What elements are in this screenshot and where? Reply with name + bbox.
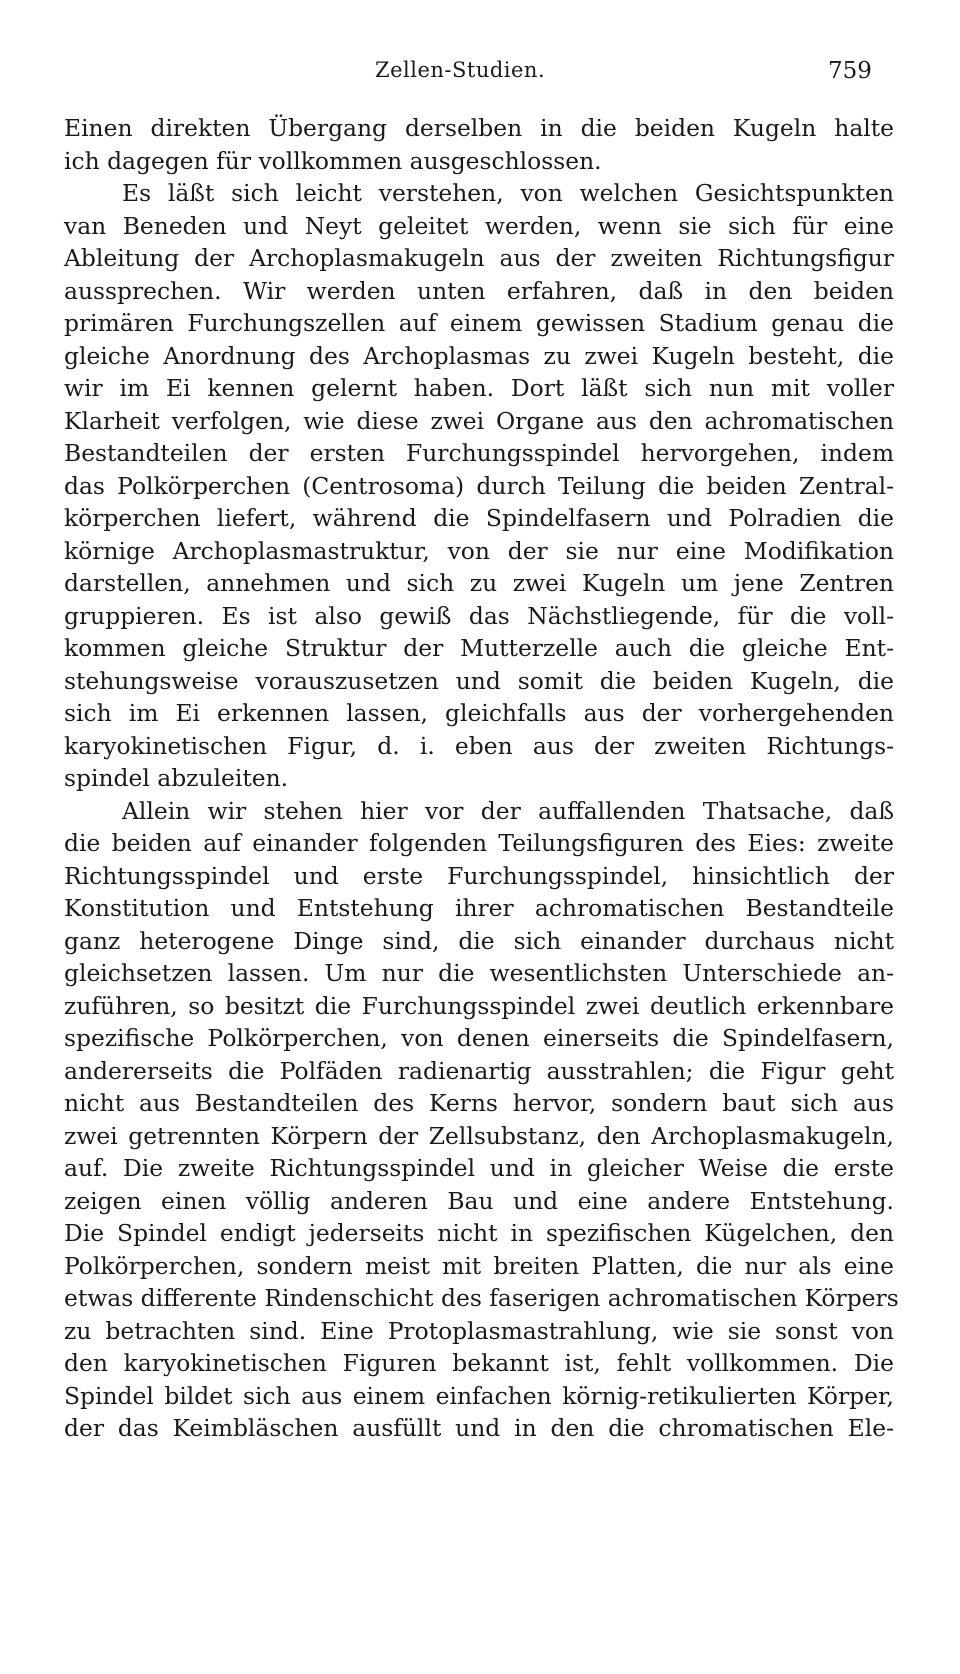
text-line: primären Furchungszellen auf einem gewissen Stadium genau die bbox=[64, 309, 894, 337]
text-line: auf. Die zweite Richtungsspindel und in gleicher Weise die erste bbox=[64, 1154, 894, 1182]
text-line: gruppieren. Es ist also gewiß das Nächstliegende, für die voll- bbox=[64, 601, 894, 630]
text-line: das Polkörperchen (Centrosoma) durch Teilung die beiden Zentral- bbox=[64, 471, 894, 500]
text-line: stehungsweise vorauszusetzen und somit die beiden Kugeln, die bbox=[64, 666, 894, 695]
text-line: spindel abzuleiten. bbox=[64, 764, 289, 792]
text-line: körperchen liefert, während die Spindelfasern und Polradien die bbox=[64, 504, 894, 532]
text-line: zuführen, so besitzt die Furchungsspindel zwei deutlich erkennbare bbox=[64, 991, 894, 1020]
text-line: spezifische Polkörperchen, von denen einerseits die Spindelfasern, bbox=[64, 1024, 894, 1052]
page-number: 759 bbox=[828, 58, 872, 84]
text-line: wir im Ei kennen gelernt haben. Dort läßt sich nun mit voller bbox=[64, 374, 894, 402]
running-head bbox=[0, 58, 960, 88]
text-line: etwas differente Rindenschicht des faserigen achromatischen Körpers bbox=[64, 1284, 899, 1312]
text-line: Klarheit verfolgen, wie diese zwei Organe aus den achromatischen bbox=[64, 406, 894, 435]
running-title: Zellen-Studien. bbox=[375, 58, 546, 82]
body-text bbox=[64, 112, 899, 1445]
text-line: Allein wir stehen hier vor der auffallenden Thatsache, daß bbox=[122, 796, 894, 825]
text-line: der das Keimbläschen ausfüllt und in den die chromatischen Ele- bbox=[64, 1414, 894, 1442]
text-line: die beiden auf einander folgenden Teilungsfiguren des Eies: zweite bbox=[64, 829, 894, 857]
text-line: Spindel bildet sich aus einem einfachen körnig-retikulierten Körper, bbox=[64, 1381, 894, 1410]
text-line: zwei getrennten Körpern der Zellsubstanz, den Archoplasmakugeln, bbox=[64, 1121, 894, 1150]
text-line: Bestandteilen der ersten Furchungsspindel hervorgehen, indem bbox=[64, 439, 894, 467]
text-line: darstellen, annehmen und sich zu zwei Kugeln um jene Zentren bbox=[64, 569, 894, 597]
text-line: den karyokinetischen Figuren bekannt ist, fehlt vollkommen. Die bbox=[64, 1349, 894, 1377]
text-line: Richtungsspindel und erste Furchungsspindel, hinsichtlich der bbox=[64, 861, 894, 890]
text-line: zu betrachten sind. Eine Protoplasmastrahlung, wie sie sonst von bbox=[64, 1316, 894, 1345]
text-line: ganz heterogene Dinge sind, die sich einander durchaus nicht bbox=[64, 926, 894, 955]
text-line: karyokinetischen Figur, d. i. eben aus der zweiten Richtungs- bbox=[64, 731, 894, 760]
text-line: ich dagegen für vollkommen ausgeschlossen. bbox=[64, 146, 602, 175]
text-line: Die Spindel endigt jederseits nicht in spezifischen Kügelchen, den bbox=[64, 1219, 894, 1247]
text-line: sich im Ei erkennen lassen, gleichfalls aus der vorhergehenden bbox=[64, 699, 894, 727]
text-line: Konstitution und Entstehung ihrer achromatischen Bestandteile bbox=[64, 894, 894, 922]
text-line: körnige Archoplasmastruktur, von der sie nur eine Modifikation bbox=[64, 536, 894, 565]
text-line: andererseits die Polfäden radienartig ausstrahlen; die Figur geht bbox=[64, 1056, 894, 1085]
text-line: Ableitung der Archoplasmakugeln aus der zweiten Richtungsfigur bbox=[64, 244, 894, 272]
text-line: van Beneden und Neyt geleitet werden, wenn sie sich für eine bbox=[64, 211, 894, 240]
text-line: Es läßt sich leicht verstehen, von welchen Gesichtspunkten bbox=[122, 179, 894, 207]
text-line: gleiche Anordnung des Archoplasmas zu zwei Kugeln besteht, die bbox=[64, 341, 894, 370]
text-line: gleichsetzen lassen. Um nur die wesentlichsten Unterschiede an- bbox=[64, 959, 894, 987]
text-line: aussprechen. Wir werden unten erfahren, daß in den beiden bbox=[64, 276, 894, 305]
text-line: kommen gleiche Struktur der Mutterzelle auch die gleiche Ent- bbox=[64, 634, 894, 662]
text-line: Polkörperchen, sondern meist mit breiten Platten, die nur als eine bbox=[64, 1251, 894, 1280]
text-line: Einen direkten Übergang derselben in die beiden Kugeln halte bbox=[64, 114, 894, 142]
text-line: zeigen einen völlig anderen Bau und eine andere Entstehung. bbox=[64, 1186, 894, 1215]
text-line: nicht aus Bestandteilen des Kerns hervor, sondern baut sich aus bbox=[64, 1089, 894, 1117]
